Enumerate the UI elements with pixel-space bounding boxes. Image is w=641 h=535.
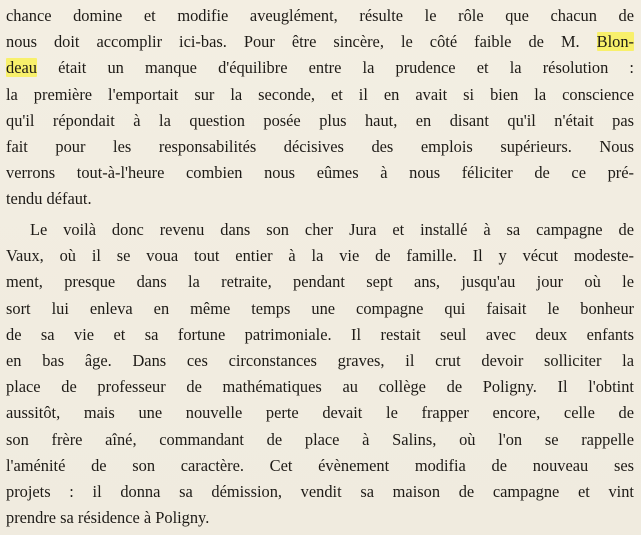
highlighted-word: deau [6,58,37,77]
line-text: sort lui enleva en même temps une compagne qui faisait le bonheur [6,299,634,318]
line-text: verrons tout-à-l'heure combien nous eûmes à nous féliciter de ce pré- [6,163,634,182]
text-line [6,508,209,532]
text-line [6,272,634,296]
text-line [6,482,634,506]
line-text: en bas âge. Dans ces circonstances graves, il crut devoir solliciter la [6,351,634,370]
text-line [6,246,634,270]
line-text: nous doit accomplir ici-bas. Pour être sincère, le côté faible de M. [6,32,580,51]
text-line [6,299,634,323]
line-text: son frère aîné, commandant de place à Salins, où l'on se rappelle [6,430,634,449]
line-text: ment, presque dans la retraite, pendant sept ans, jusqu'au jour où le [6,272,634,291]
line-text: était un manque d'équilibre entre la prudence et la résolution : [58,58,634,77]
line-text: Le voilà donc revenu dans son cher Jura et installé à sa campagne de [30,220,634,239]
text-line [6,456,634,480]
text-line [6,6,634,30]
line-text: l'aménité de son caractère. Cet évènement modifia de nouveau ses [6,456,634,475]
text-line [6,351,634,375]
line-text: qu'il répondait à la question posée plus haut, en disant qu'il n'était pas [6,111,634,130]
text-line [6,325,634,349]
line-text: la première l'emportait sur la seconde, et il en avait si bien la conscience [6,85,634,104]
text-line [6,163,634,187]
line-text: de sa vie et sa fortune patrimoniale. Il restait seul avec deux enfants [6,325,634,344]
line-text: prendre sa résidence à Poligny. [6,508,210,527]
line-text: chance domine et modifie aveuglément, résulte le rôle que chacun de [6,6,634,25]
line-text: projets : il donna sa démission, vendit sa maison de campagne et vint [6,482,634,501]
text-line [6,377,634,401]
text-line [6,111,634,135]
text-line [6,403,634,427]
text-line [6,189,92,213]
highlighted-word: Blon- [596,32,634,51]
text-line [30,220,634,244]
line-text: Vaux, où il se voua tout entier à la vie de famille. Il y vécut modeste- [6,246,634,265]
line-text: aussitôt, mais une nouvelle perte devait le frapper encore, celle de [6,403,634,422]
text-line [6,430,634,454]
line-text: fait pour les responsabilités décisives des emplois supérieurs. Nous [6,137,634,156]
line-text: tendu défaut. [6,189,92,208]
text-line [6,32,634,56]
line-text: place de professeur de mathématiques au collège de Poligny. Il l'obtint [6,377,634,396]
text-line [6,85,634,109]
text-line [6,58,634,82]
text-line [6,137,634,161]
